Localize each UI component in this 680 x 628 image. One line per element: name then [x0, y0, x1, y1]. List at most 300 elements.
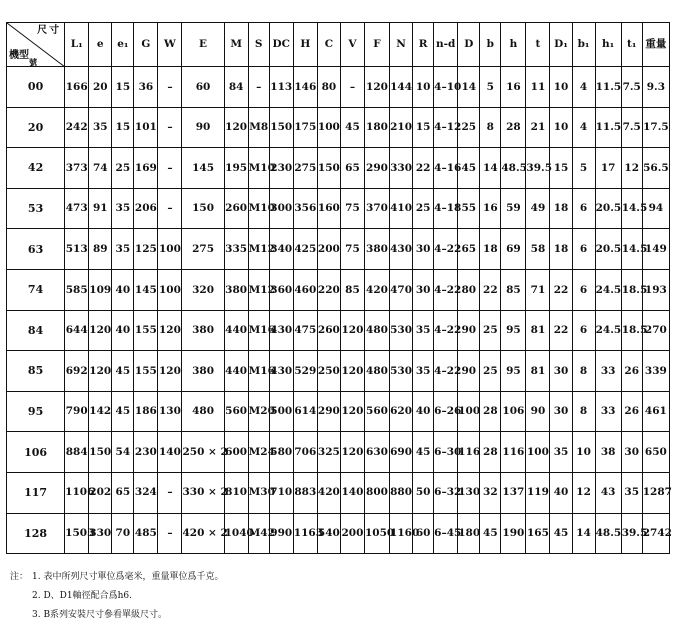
table-cell: – [158, 188, 182, 229]
table-cell: 8 [572, 391, 595, 432]
table-cell: 45 [458, 148, 480, 189]
table-cell: 101 [134, 107, 158, 148]
table-cell: 80 [458, 269, 480, 310]
model-cell: 84 [7, 310, 65, 351]
table-cell: 600 [224, 432, 248, 473]
table-cell: 800 [364, 472, 389, 513]
table-cell: 1163 [293, 513, 317, 554]
table-cell: 202 [89, 472, 112, 513]
table-cell: 14 [480, 148, 501, 189]
column-header: S [248, 23, 269, 67]
table-cell: 89 [89, 229, 112, 270]
table-cell: 339 [642, 351, 669, 392]
table-cell: 620 [390, 391, 413, 432]
table-cell: 17 [595, 148, 621, 189]
model-cell: 128 [7, 513, 65, 554]
table-body [7, 67, 670, 554]
table-cell: 480 [182, 391, 224, 432]
table-cell: 25 [112, 148, 134, 189]
table-row [7, 391, 670, 432]
table-cell: 1106 [65, 472, 89, 513]
table-cell: 4–22 [434, 310, 458, 351]
table-cell: 206 [134, 188, 158, 229]
table-header-row [7, 23, 670, 67]
table-cell: 470 [390, 269, 413, 310]
table-cell: 14 [458, 67, 480, 108]
table-cell: 6 [572, 269, 595, 310]
table-cell: 200 [340, 513, 364, 554]
table-cell: 990 [269, 513, 293, 554]
table-cell: M16 [248, 351, 269, 392]
table-cell: 540 [317, 513, 340, 554]
table-cell: 16 [501, 67, 526, 108]
table-cell: 65 [112, 472, 134, 513]
table-cell: 120 [224, 107, 248, 148]
table-cell: 5 [480, 67, 501, 108]
table-cell: M30 [248, 472, 269, 513]
table-cell: 16 [480, 188, 501, 229]
table-cell: 1040 [224, 513, 248, 554]
table-cell: 692 [65, 351, 89, 392]
table-row [7, 472, 670, 513]
table-cell: 500 [269, 391, 293, 432]
table-cell: 11.5 [595, 67, 621, 108]
table-cell: 14.5 [621, 229, 642, 270]
table-cell: 6 [572, 310, 595, 351]
table-cell: – [248, 67, 269, 108]
table-cell: 644 [65, 310, 89, 351]
table-cell: 18 [550, 188, 572, 229]
table-cell: 4–10 [434, 67, 458, 108]
table-cell: 169 [134, 148, 158, 189]
table-cell: 60 [182, 67, 224, 108]
table-cell: 513 [65, 229, 89, 270]
table-cell: 48.5 [501, 148, 526, 189]
table-cell: 1160 [390, 513, 413, 554]
table-cell: 119 [526, 472, 550, 513]
model-cell: 95 [7, 391, 65, 432]
table-cell: 120 [340, 432, 364, 473]
table-cell: 33 [595, 391, 621, 432]
table-cell: 165 [526, 513, 550, 554]
table-cell: 90 [458, 351, 480, 392]
model-cell: 63 [7, 229, 65, 270]
table-cell: 25 [480, 310, 501, 351]
table-cell: 80 [317, 67, 340, 108]
table-cell: 250 [317, 351, 340, 392]
table-cell: 39.5 [526, 148, 550, 189]
table-cell: 1287 [642, 472, 669, 513]
table-cell: 95 [501, 351, 526, 392]
table-cell: 38 [595, 432, 621, 473]
table-cell: 35 [89, 107, 112, 148]
column-header: F [364, 23, 389, 67]
table-cell: 150 [182, 188, 224, 229]
table-cell: 30 [550, 351, 572, 392]
table-cell: 116 [501, 432, 526, 473]
column-header: L₁ [65, 23, 89, 67]
column-header: R [413, 23, 434, 67]
table-cell: 20.5 [595, 188, 621, 229]
table-cell: 15 [550, 148, 572, 189]
table-cell: M10 [248, 148, 269, 189]
table-cell: 4–12 [434, 107, 458, 148]
table-cell: 32 [480, 472, 501, 513]
table-cell: 22 [550, 310, 572, 351]
table-cell: 85 [340, 269, 364, 310]
table-cell: 6 [572, 229, 595, 270]
table-cell: 585 [65, 269, 89, 310]
table-cell: 45 [112, 391, 134, 432]
table-cell: 883 [293, 472, 317, 513]
table-cell: – [158, 67, 182, 108]
table-cell: 7.5 [621, 107, 642, 148]
table-cell: 49 [526, 188, 550, 229]
table-cell: 137 [501, 472, 526, 513]
table-cell: 230 [134, 432, 158, 473]
table-cell: 4–16 [434, 148, 458, 189]
table-cell: 55 [458, 188, 480, 229]
table-cell: 28 [480, 432, 501, 473]
table-cell: 300 [269, 188, 293, 229]
table-cell: 18.5 [621, 310, 642, 351]
table-cell: 425 [293, 229, 317, 270]
table-cell: 530 [390, 310, 413, 351]
table-cell: 790 [65, 391, 89, 432]
table-cell: 15 [112, 67, 134, 108]
table-cell: 166 [65, 67, 89, 108]
table-cell: 190 [501, 513, 526, 554]
table-cell: 54 [112, 432, 134, 473]
table-cell: 65 [340, 148, 364, 189]
table-cell: 150 [317, 148, 340, 189]
table-cell: 485 [134, 513, 158, 554]
table-cell: 2742 [642, 513, 669, 554]
table-cell: 26 [621, 351, 642, 392]
table-cell: 75 [340, 229, 364, 270]
table-cell: 59 [501, 188, 526, 229]
table-cell: 473 [65, 188, 89, 229]
table-cell: 28 [501, 107, 526, 148]
model-cell: 53 [7, 188, 65, 229]
table-cell: 10 [550, 107, 572, 148]
table-cell: 100 [158, 229, 182, 270]
column-header: M [224, 23, 248, 67]
column-header: b [480, 23, 501, 67]
table-cell: M12 [248, 229, 269, 270]
column-header: N [390, 23, 413, 67]
table-cell: 230 [269, 148, 293, 189]
table-cell: 1050 [364, 513, 389, 554]
column-header: b₁ [572, 23, 595, 67]
table-cell: 113 [269, 67, 293, 108]
table-cell: 18 [550, 229, 572, 270]
notes-heading: 注： [10, 572, 29, 582]
column-header: h₁ [595, 23, 621, 67]
table-cell: 155 [134, 351, 158, 392]
column-header: G [134, 23, 158, 67]
table-cell: M20 [248, 391, 269, 432]
table-cell: 7.5 [621, 67, 642, 108]
table-cell: 373 [65, 148, 89, 189]
table-cell: 325 [317, 432, 340, 473]
table-cell: 160 [317, 188, 340, 229]
table-cell: 420 [364, 269, 389, 310]
table-cell: 45 [480, 513, 501, 554]
table-cell: 40 [112, 269, 134, 310]
table-cell: 18.5 [621, 269, 642, 310]
table-cell: 120 [340, 391, 364, 432]
table-cell: 70 [112, 513, 134, 554]
table-cell: 14.5 [621, 188, 642, 229]
table-cell: 260 [224, 188, 248, 229]
table-cell: 380 [182, 310, 224, 351]
table-cell: 69 [501, 229, 526, 270]
table-cell: 330 [89, 513, 112, 554]
table-cell: 18 [480, 229, 501, 270]
table-cell: 22 [413, 148, 434, 189]
table-cell: 290 [317, 391, 340, 432]
table-cell: 35 [621, 472, 642, 513]
table-cell: 710 [269, 472, 293, 513]
corner-header-cell [7, 23, 65, 67]
table-cell: 120 [89, 310, 112, 351]
table-cell: 200 [317, 229, 340, 270]
table-cell: 340 [269, 229, 293, 270]
table-cell: 461 [642, 391, 669, 432]
table-cell: 884 [65, 432, 89, 473]
table-cell: 145 [134, 269, 158, 310]
table-cell: 39.5 [621, 513, 642, 554]
table-cell: 290 [364, 148, 389, 189]
table-cell: 6–45 [434, 513, 458, 554]
table-cell: 17.5 [642, 107, 669, 148]
table-cell: 22 [550, 269, 572, 310]
table-cell: 120 [364, 67, 389, 108]
table-cell: 480 [364, 351, 389, 392]
note-line: 2. D、D1軸徑配合爲h6. [32, 591, 132, 601]
table-cell: 35 [112, 188, 134, 229]
table-cell: 335 [224, 229, 248, 270]
table-cell: 20.5 [595, 229, 621, 270]
table-cell: M24 [248, 432, 269, 473]
table-cell: M42 [248, 513, 269, 554]
table-cell: 260 [317, 310, 340, 351]
column-header: e [89, 23, 112, 67]
table-cell: 45 [550, 513, 572, 554]
table-cell: 380 [364, 229, 389, 270]
table-cell: 175 [293, 107, 317, 148]
table-row [7, 229, 670, 270]
table-cell: – [158, 107, 182, 148]
table-cell: 8 [480, 107, 501, 148]
table-cell: 810 [224, 472, 248, 513]
column-header: D [458, 23, 480, 67]
table-cell: 56.5 [642, 148, 669, 189]
table-cell: 440 [224, 351, 248, 392]
table-cell: 85 [501, 269, 526, 310]
table-cell: 15 [413, 107, 434, 148]
table-cell: 430 [269, 310, 293, 351]
table-cell: 30 [413, 269, 434, 310]
table-cell: 4–22 [434, 351, 458, 392]
table-cell: 71 [526, 269, 550, 310]
table-cell: 430 [269, 351, 293, 392]
table-cell: 75 [340, 188, 364, 229]
column-header: t₁ [621, 23, 642, 67]
table-cell: – [158, 472, 182, 513]
table-cell: 43 [595, 472, 621, 513]
table-cell: 120 [340, 351, 364, 392]
table-cell: 25 [458, 107, 480, 148]
table-cell: 475 [293, 310, 317, 351]
table-cell: 144 [390, 67, 413, 108]
table-cell: 440 [224, 310, 248, 351]
model-cell: 106 [7, 432, 65, 473]
table-cell: 90 [182, 107, 224, 148]
column-header: C [317, 23, 340, 67]
column-header: h [501, 23, 526, 67]
table-cell: 420 × 2 [182, 513, 224, 554]
table-cell: 275 [293, 148, 317, 189]
table-cell: 356 [293, 188, 317, 229]
table-cell: 74 [89, 148, 112, 189]
table-cell: 81 [526, 351, 550, 392]
table-cell: 4 [572, 67, 595, 108]
table-cell: 25 [413, 188, 434, 229]
table-cell: 480 [364, 310, 389, 351]
table-cell: 410 [390, 188, 413, 229]
table-cell: 6–30 [434, 432, 458, 473]
table-cell: 149 [642, 229, 669, 270]
table-cell: 460 [293, 269, 317, 310]
number-label: 號 [29, 57, 37, 67]
table-cell: 106 [501, 391, 526, 432]
column-header: n-d [434, 23, 458, 67]
table-cell: 90 [526, 391, 550, 432]
table-cell: 24.5 [595, 269, 621, 310]
table-cell: 120 [158, 351, 182, 392]
model-cell: 00 [7, 67, 65, 108]
table-cell: 690 [390, 432, 413, 473]
table-cell: 48.5 [595, 513, 621, 554]
table-cell: 35 [413, 351, 434, 392]
table-cell: 81 [526, 310, 550, 351]
table-row [7, 148, 670, 189]
table-cell: 33 [595, 351, 621, 392]
table-cell: 10 [413, 67, 434, 108]
table-cell: 100 [526, 432, 550, 473]
table-cell: 116 [458, 432, 480, 473]
table-cell: – [158, 148, 182, 189]
table-cell: 30 [550, 391, 572, 432]
table-cell: 150 [269, 107, 293, 148]
table-cell: 324 [134, 472, 158, 513]
table-cell: 9.3 [642, 67, 669, 108]
table-cell: 4 [572, 107, 595, 148]
table-cell: 22 [480, 269, 501, 310]
table-cell: 30 [621, 432, 642, 473]
column-header: 重量 [642, 23, 669, 67]
table-cell: 242 [65, 107, 89, 148]
table-cell: 380 [224, 269, 248, 310]
table-cell: 35 [550, 432, 572, 473]
table-cell: 10 [550, 67, 572, 108]
table-row [7, 67, 670, 108]
table-cell: 180 [458, 513, 480, 554]
table-cell: 40 [413, 391, 434, 432]
table-cell: 420 [317, 472, 340, 513]
table-cell: 706 [293, 432, 317, 473]
table-cell: 10 [572, 432, 595, 473]
table-cell: 330 [390, 148, 413, 189]
table-cell: 6–32 [434, 472, 458, 513]
column-header: t [526, 23, 550, 67]
table-cell: 28 [480, 391, 501, 432]
table-cell: 12 [572, 472, 595, 513]
table-cell: 650 [642, 432, 669, 473]
table-cell: M8 [248, 107, 269, 148]
table-cell: 6–26 [434, 391, 458, 432]
table-row [7, 513, 670, 554]
table-cell: 100 [317, 107, 340, 148]
table-cell: 120 [340, 310, 364, 351]
table-cell: 880 [390, 472, 413, 513]
table-cell: 90 [458, 310, 480, 351]
table-cell: 150 [89, 432, 112, 473]
table-cell: 560 [224, 391, 248, 432]
model-cell: 85 [7, 351, 65, 392]
table-cell: 380 [182, 351, 224, 392]
table-cell: 155 [134, 310, 158, 351]
table-cell: 270 [642, 310, 669, 351]
table-cell: 45 [413, 432, 434, 473]
table-cell: 8 [572, 351, 595, 392]
table-cell: 250 × 2 [182, 432, 224, 473]
table-cell: 142 [89, 391, 112, 432]
table-cell: 360 [269, 269, 293, 310]
table-cell: 100 [458, 391, 480, 432]
table-cell: – [340, 67, 364, 108]
table-cell: 4–22 [434, 229, 458, 270]
table-cell: 195 [224, 148, 248, 189]
table-cell: 40 [112, 310, 134, 351]
table-cell: 120 [89, 351, 112, 392]
table-cell: 529 [293, 351, 317, 392]
table-cell: 560 [364, 391, 389, 432]
table-cell: 11 [526, 67, 550, 108]
table-cell: 4–18 [434, 188, 458, 229]
table-cell: 35 [413, 310, 434, 351]
table-cell: 614 [293, 391, 317, 432]
model-cell: 20 [7, 107, 65, 148]
table-row [7, 269, 670, 310]
table-cell: 12 [621, 148, 642, 189]
table-cell: 45 [112, 351, 134, 392]
table-cell: 4–22 [434, 269, 458, 310]
table-cell: 15 [112, 107, 134, 148]
table-cell: 125 [134, 229, 158, 270]
table-cell: – [158, 513, 182, 554]
table-cell: 5 [572, 148, 595, 189]
table-cell: M10 [248, 188, 269, 229]
table-cell: 330 × 2 [182, 472, 224, 513]
model-cell: 117 [7, 472, 65, 513]
table-row [7, 310, 670, 351]
column-header: E [182, 23, 224, 67]
model-label: 機型 [9, 50, 29, 61]
table-cell: 630 [364, 432, 389, 473]
